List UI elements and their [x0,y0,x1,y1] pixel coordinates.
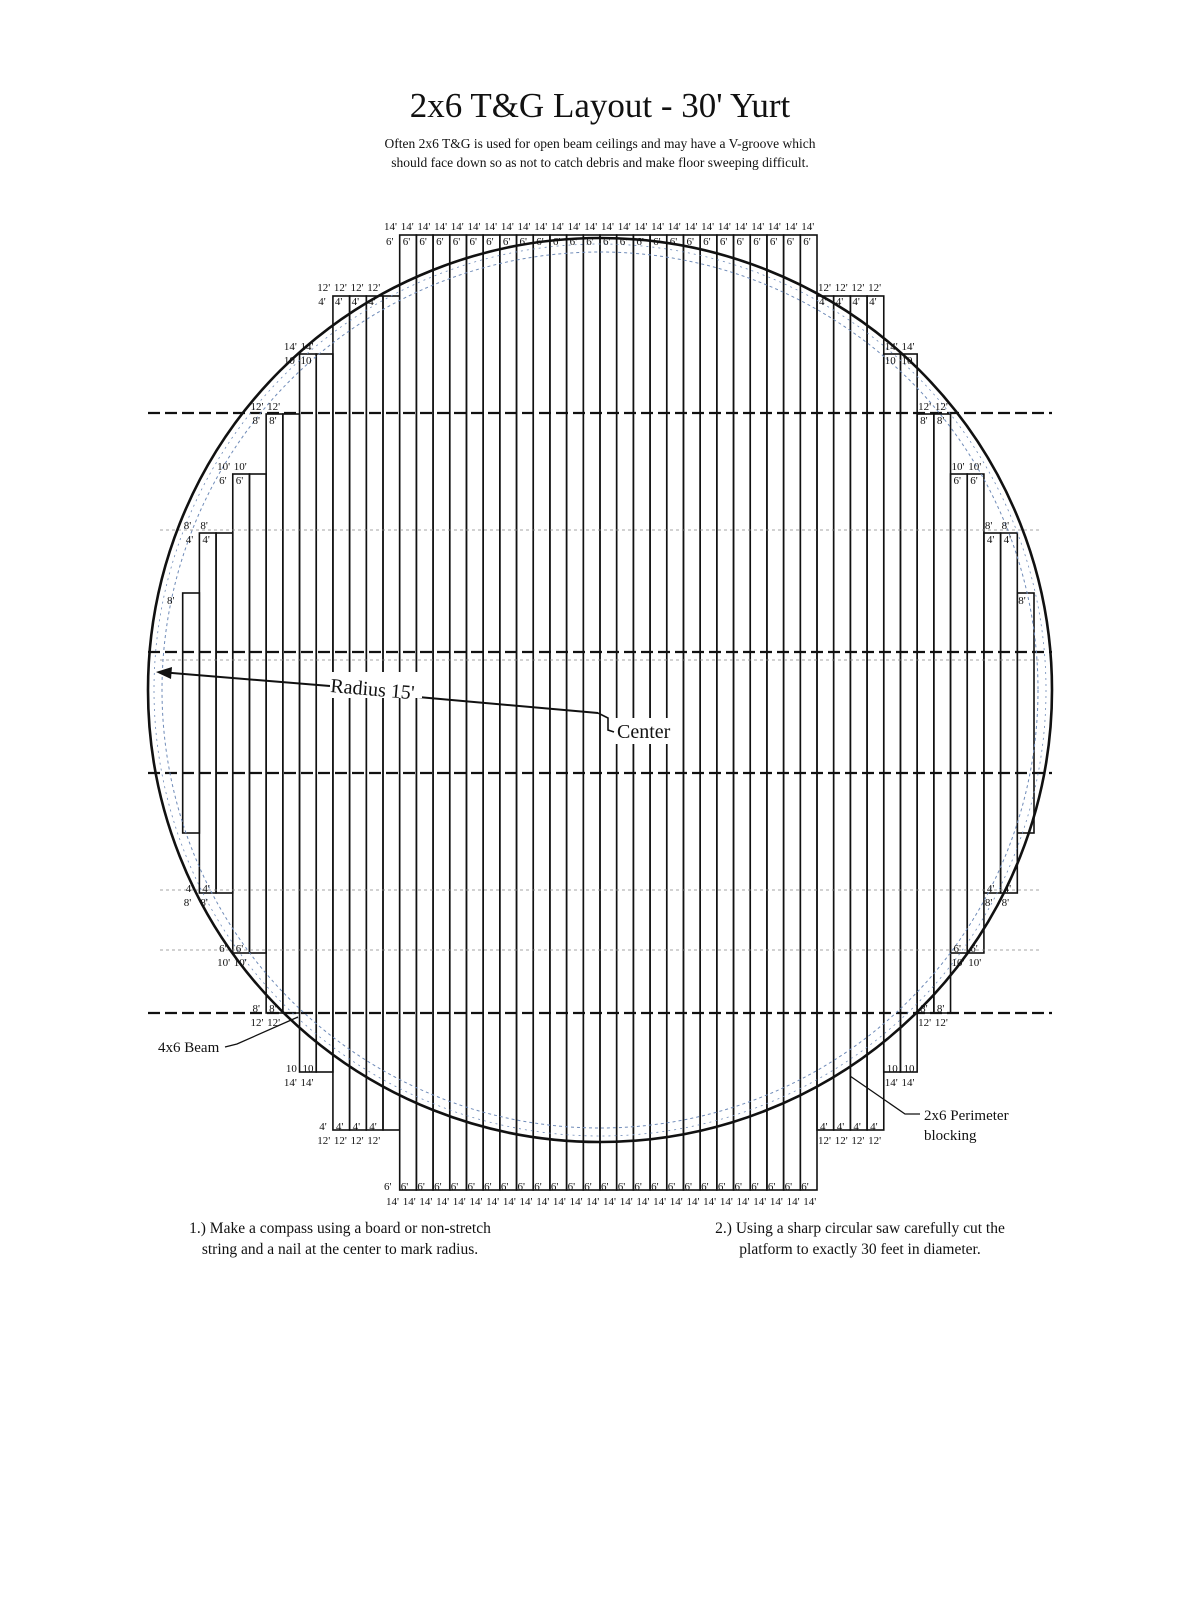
board-label-4-bottom: 4' [319,1121,327,1133]
board-label-top: 14' [500,221,514,233]
board [550,235,567,1190]
board-label-edge-left: 8' [167,595,175,607]
board-label-4-bottom: 4' [853,1121,861,1133]
board [316,354,333,1072]
board-label-bottom: 14' [502,1196,516,1208]
board [483,235,500,1190]
board-label-12-bottom: 12' [868,1135,882,1147]
board-label-top-inner: 6' [736,236,745,248]
board-label-12c: 12' [934,401,948,413]
board-label-top: 14' [701,221,715,233]
board-label-4e-bottom: 4' [202,883,210,895]
board [800,235,817,1190]
board [850,296,867,1130]
board-label-bottom-inner: 6' [567,1181,576,1193]
board-label-top-inner: 6' [769,236,778,248]
board [934,414,951,1013]
board-label-top-inner: 6' [653,236,661,248]
board-label-bottom: 14' [736,1196,750,1208]
board-label-14b-bottom: 14' [283,1077,297,1089]
board-label-14b: 14' [901,341,915,353]
board [433,235,450,1190]
board-label-14b-bottom: 14' [884,1077,898,1089]
board-label-bottom-inner: 6' [601,1181,609,1193]
board-label-bottom: 14' [636,1196,650,1208]
board [750,235,767,1190]
board [266,414,283,1013]
board-label-12c-bottom: 12' [267,1017,281,1029]
board [683,235,700,1190]
instruction-2-line-2: platform to exactly 30 feet in diameter. [739,1241,981,1258]
subtitle-line-1: Often 2x6 T&G is used for open beam ceilings and may have a V-groove which [384,136,816,151]
board-label-6d: 6' [219,475,227,487]
board-label-10d: 10' [233,461,247,473]
board-label-bottom: 14' [552,1196,566,1208]
board-label-top-inner: 6' [703,236,711,248]
board-label-8e-bottom: 8' [200,897,208,909]
board-label-top: 14' [684,221,698,233]
board-label-bottom: 14' [452,1196,466,1208]
board-label-4: 4' [835,296,844,308]
board-label-14b: 14' [283,341,297,353]
board-label-top-inner: 6' [419,236,427,248]
board-label-8c: 8' [920,415,928,427]
board-label-14b-bottom: 14' [300,1077,314,1089]
board [884,354,901,1072]
board-label-top-inner: 6' [619,236,628,248]
board [667,235,684,1190]
board-label-10-bottom: 10 [302,1063,314,1075]
board-label-10: 10 [300,355,312,367]
board-label-top: 14' [634,221,648,233]
board-label-top-inner: 6' [502,236,511,248]
board-label-bottom: 14' [603,1196,616,1208]
instruction-2-line-1: 2.) Using a sharp circular saw carefully cut the [715,1220,1005,1237]
board-label-8c: 8' [252,415,260,427]
board-label-bottom-inner: 6' [500,1181,509,1193]
board-label-top-inner: 6' [386,236,394,248]
board [333,296,350,1130]
board-label-bottom-inner: 6' [634,1181,642,1193]
board-label-edge-right: 8' [1018,595,1026,607]
board-label-10d-bottom: 10' [968,957,982,969]
board-label-4-bottom: 4' [836,1121,845,1133]
board-label-bottom-inner: 6' [701,1181,709,1193]
board [350,296,367,1130]
board [233,474,250,953]
beam-label: 4x6 Beam [158,1040,220,1056]
board [867,296,884,1130]
board [817,296,834,1130]
board [633,235,650,1190]
board-label-top-inner: 6' [436,236,444,248]
board-label-4e: 4' [1003,534,1012,546]
board-label-top-inner: 6' [686,236,694,248]
board-label-6d: 6' [953,475,962,487]
board-label-12: 12' [333,282,347,294]
board [450,235,467,1190]
board-label-bottom: 14' [469,1196,483,1208]
board-label-12: 12' [868,282,882,294]
board [400,235,417,1190]
board-labels-group [167,221,1026,1208]
board [767,235,784,1190]
board-label-4e: 4' [986,534,995,546]
board [650,235,667,1190]
board-label-12c-bottom: 12' [934,1017,948,1029]
board [951,474,968,953]
board-label-top-inner: 6' [402,236,411,248]
board-label-bottom-inner: 6' [734,1181,743,1193]
board-label-bottom: 14' [686,1196,700,1208]
board-label-10d: 10' [217,461,231,473]
board-label-bottom-inner: 6' [434,1181,442,1193]
board-label-12c: 12' [267,401,281,413]
board-label-bottom: 14' [419,1196,433,1208]
board-label-top: 14' [784,221,798,233]
board [283,414,300,1013]
board-label-top-inner: 6' [519,236,528,248]
board-label-bottom-inner: 6' [751,1181,759,1193]
board [734,235,751,1190]
board-label-10d-bottom: 10' [233,957,247,969]
board [249,474,266,953]
board [1001,533,1018,893]
board [967,474,984,953]
board [366,296,383,1130]
board-label-top: 14' [651,221,665,233]
board-label-top-inner: 6' [586,236,594,248]
board-label-4: 4' [351,296,360,308]
board-label-4-bottom: 4' [820,1121,828,1133]
board-label-10: 10 [884,355,896,367]
board-label-10-bottom: 10 [903,1063,915,1075]
board-label-top-inner: 6' [603,236,611,248]
board-label-12c: 12' [250,401,264,413]
board-label-bottom-inner: 6' [400,1181,409,1193]
board-label-bottom-inner: 6' [667,1181,676,1193]
board-label-bottom: 14' [719,1196,733,1208]
board-label-8c: 8' [269,415,277,427]
board-label-bottom: 14' [569,1196,583,1208]
board-label-top: 14' [467,221,481,233]
board-label-10: 10 [283,355,295,367]
board-label-bottom-inner: 6' [717,1181,726,1193]
board-label-bottom-inner: 6' [550,1181,559,1193]
board-label-bottom: 14' [402,1196,416,1208]
subtitle-line-2: should face down so as not to catch debris and make floor sweeping difficult. [391,155,809,170]
board-label-8e: 8' [1001,520,1010,532]
board-label-bottom: 14' [586,1196,600,1208]
board-label-bottom-inner: 6' [651,1181,659,1193]
board-label-12: 12' [317,282,331,294]
board [383,296,400,1130]
board-label-12c-bottom: 12' [250,1017,264,1029]
board-label-14b: 14' [300,341,314,353]
board-label-top: 14' [734,221,748,233]
board-label-12-bottom: 12' [350,1135,364,1147]
board-label-12: 12' [818,282,831,294]
board-label-top: 14' [767,221,781,233]
board-label-bottom: 14' [619,1196,633,1208]
board-label-top: 14' [417,221,431,233]
radius-line [160,672,330,686]
board-label-top-inner: 6' [452,236,461,248]
board-label-8e: 8' [183,520,192,532]
board-label-6d-bottom: 6' [219,943,227,955]
board-label-bottom-inner: 6' [617,1181,626,1193]
board-label-top-inner: 6' [636,236,644,248]
board [700,235,717,1190]
board [466,235,483,1190]
board-label-top: 14' [384,221,397,233]
board-label-bottom: 14' [803,1196,817,1208]
board-label-bottom-inner: 6' [801,1181,809,1193]
board [567,235,584,1190]
board-label-top: 14' [434,221,448,233]
board-label-top: 14' [801,221,815,233]
board-label-bottom-inner: 6' [417,1181,425,1193]
board-label-bottom: 14' [703,1196,717,1208]
board-label-10-bottom: 10 [285,1063,297,1075]
board-label-top: 14' [517,221,531,233]
board-label-top-inner: 6' [486,236,494,248]
board-label-12-bottom: 12' [367,1135,381,1147]
board-label-8e-bottom: 8' [1001,897,1010,909]
board-label-bottom-inner: 6' [450,1181,459,1193]
board-label-bottom: 14' [536,1196,550,1208]
board [600,235,617,1190]
instruction-2 [660,1218,1060,1260]
board [984,533,1001,893]
board [834,296,851,1130]
board-label-10d: 10' [968,461,982,473]
board-label-4: 4' [318,296,326,308]
board-label-top-inner: 6' [786,236,795,248]
board [717,235,734,1190]
board-label-top: 14' [667,221,681,233]
board-label-10d-bottom: 10' [217,957,231,969]
board-label-bottom: 14' [519,1196,533,1208]
board-label-6d: 6' [970,475,978,487]
board-label-12c-bottom: 12' [918,1017,932,1029]
board-label-top-inner: 6' [552,236,561,248]
instruction-1-line-1: 1.) Make a compass using a board or non-stretch [189,1220,491,1237]
center-label: Center [617,721,671,743]
board-label-bottom-inner: 6' [517,1181,526,1193]
board-label-bottom: 14' [486,1196,500,1208]
board-label-top-inner: 6' [803,236,811,248]
board-label-bottom: 14' [769,1196,783,1208]
board-label-12: 12' [851,282,865,294]
board-label-bottom: 14' [753,1196,767,1208]
board [199,533,216,893]
board-label-4e-bottom: 4' [1003,883,1012,895]
board-label-bottom: 14' [669,1196,683,1208]
board-label-top: 14' [717,221,731,233]
board [300,354,317,1072]
boards-group [183,235,1034,1190]
board-label-4-bottom: 4' [335,1121,344,1133]
board-label-4: 4' [869,296,877,308]
board-label-8c-bottom: 8' [269,1003,277,1015]
board-label-4-bottom: 4' [352,1121,361,1133]
board-label-12: 12' [367,282,381,294]
board-label-8e-bottom: 8' [183,897,192,909]
board-label-bottom: 14' [786,1196,800,1208]
board-label-bottom-inner: 6' [484,1181,492,1193]
board-label-6d-bottom: 6' [235,943,244,955]
board-label-8c-bottom: 8' [936,1003,945,1015]
board-label-top-inner: 6' [569,236,578,248]
instruction-1-line-2: string and a nail at the center to mark radius. [201,1241,479,1258]
board [1017,593,1034,833]
board-label-bottom-inner: 6' [384,1181,392,1193]
board-label-12-bottom: 12' [818,1135,831,1147]
board-label-top-inner: 6' [469,236,477,248]
board [900,354,917,1072]
board-label-top-inner: 6' [536,236,544,248]
board-label-top: 14' [751,221,765,233]
board-label-12: 12' [834,282,848,294]
board-label-top: 14' [617,221,631,233]
board-label-bottom: 14' [653,1196,667,1208]
board-label-6d: 6' [235,475,244,487]
board [216,533,233,893]
board-label-bottom-inner: 6' [767,1181,776,1193]
board-label-8c-bottom: 8' [252,1003,260,1015]
board-label-bottom-inner: 6' [584,1181,592,1193]
board-label-top: 14' [484,221,498,233]
board-label-6d-bottom: 6' [953,943,962,955]
board-label-6d-bottom: 6' [970,943,978,955]
board-label-10d-bottom: 10' [951,957,965,969]
board-label-bottom-inner: 6' [784,1181,793,1193]
board-label-14b-bottom: 14' [901,1077,915,1089]
board-label-top: 14' [450,221,464,233]
board-label-bottom: 14' [386,1196,399,1208]
board [183,593,200,833]
board-label-4: 4' [368,296,376,308]
board-label-bottom-inner: 6' [467,1181,475,1193]
board-label-8e: 8' [200,520,208,532]
radius-label: Radius 15' [329,675,416,705]
radius-arrowhead [156,667,172,679]
board-label-4e: 4' [202,534,210,546]
board-label-10: 10 [901,355,913,367]
board-label-4e: 4' [185,534,194,546]
board [416,235,433,1190]
board-label-4-bottom: 4' [870,1121,878,1133]
board-label-bottom-inner: 6' [534,1181,542,1193]
board-label-12c: 12' [918,401,932,413]
board [500,235,517,1190]
board [617,235,634,1190]
board-label-4: 4' [852,296,860,308]
board-label-12-bottom: 12' [317,1135,331,1147]
board-label-top: 14' [550,221,564,233]
board-label-4e-bottom: 4' [185,883,194,895]
board-label-top: 14' [400,221,414,233]
radius-line-2 [418,697,598,713]
board-label-4e-bottom: 4' [986,883,995,895]
board-label-top: 14' [601,221,614,233]
board-label-12-bottom: 12' [851,1135,865,1147]
board-label-8c-bottom: 8' [920,1003,928,1015]
board [517,235,534,1190]
blocking-label-line-1: 2x6 Perimeter [924,1108,1009,1124]
board [784,235,801,1190]
board-label-8c: 8' [936,415,945,427]
blocking-label-line-2: blocking [924,1128,977,1144]
board-label-4: 4' [334,296,343,308]
board-label-top: 14' [534,221,548,233]
board-label-12-bottom: 12' [333,1135,347,1147]
board-label-4: 4' [819,296,827,308]
board-label-4-bottom: 4' [369,1121,377,1133]
board-label-8e-bottom: 8' [984,897,993,909]
board-label-top: 14' [584,221,598,233]
board-label-top: 14' [567,221,581,233]
page-title: 2x6 T&G Layout - 30' Yurt [409,86,791,125]
board [533,235,550,1190]
board-label-12-bottom: 12' [834,1135,848,1147]
board-label-top-inner: 6' [753,236,761,248]
board-label-bottom-inner: 6' [684,1181,692,1193]
board-label-bottom: 14' [436,1196,450,1208]
board-label-14b: 14' [884,341,898,353]
board-label-10d: 10' [951,461,965,473]
board [917,414,934,1013]
board-label-10-bottom: 10 [886,1063,898,1075]
board-label-8e: 8' [984,520,993,532]
board-label-top-inner: 6' [669,236,678,248]
instruction-1 [140,1218,540,1260]
board-label-12: 12' [350,282,364,294]
board-label-top-inner: 6' [719,236,728,248]
